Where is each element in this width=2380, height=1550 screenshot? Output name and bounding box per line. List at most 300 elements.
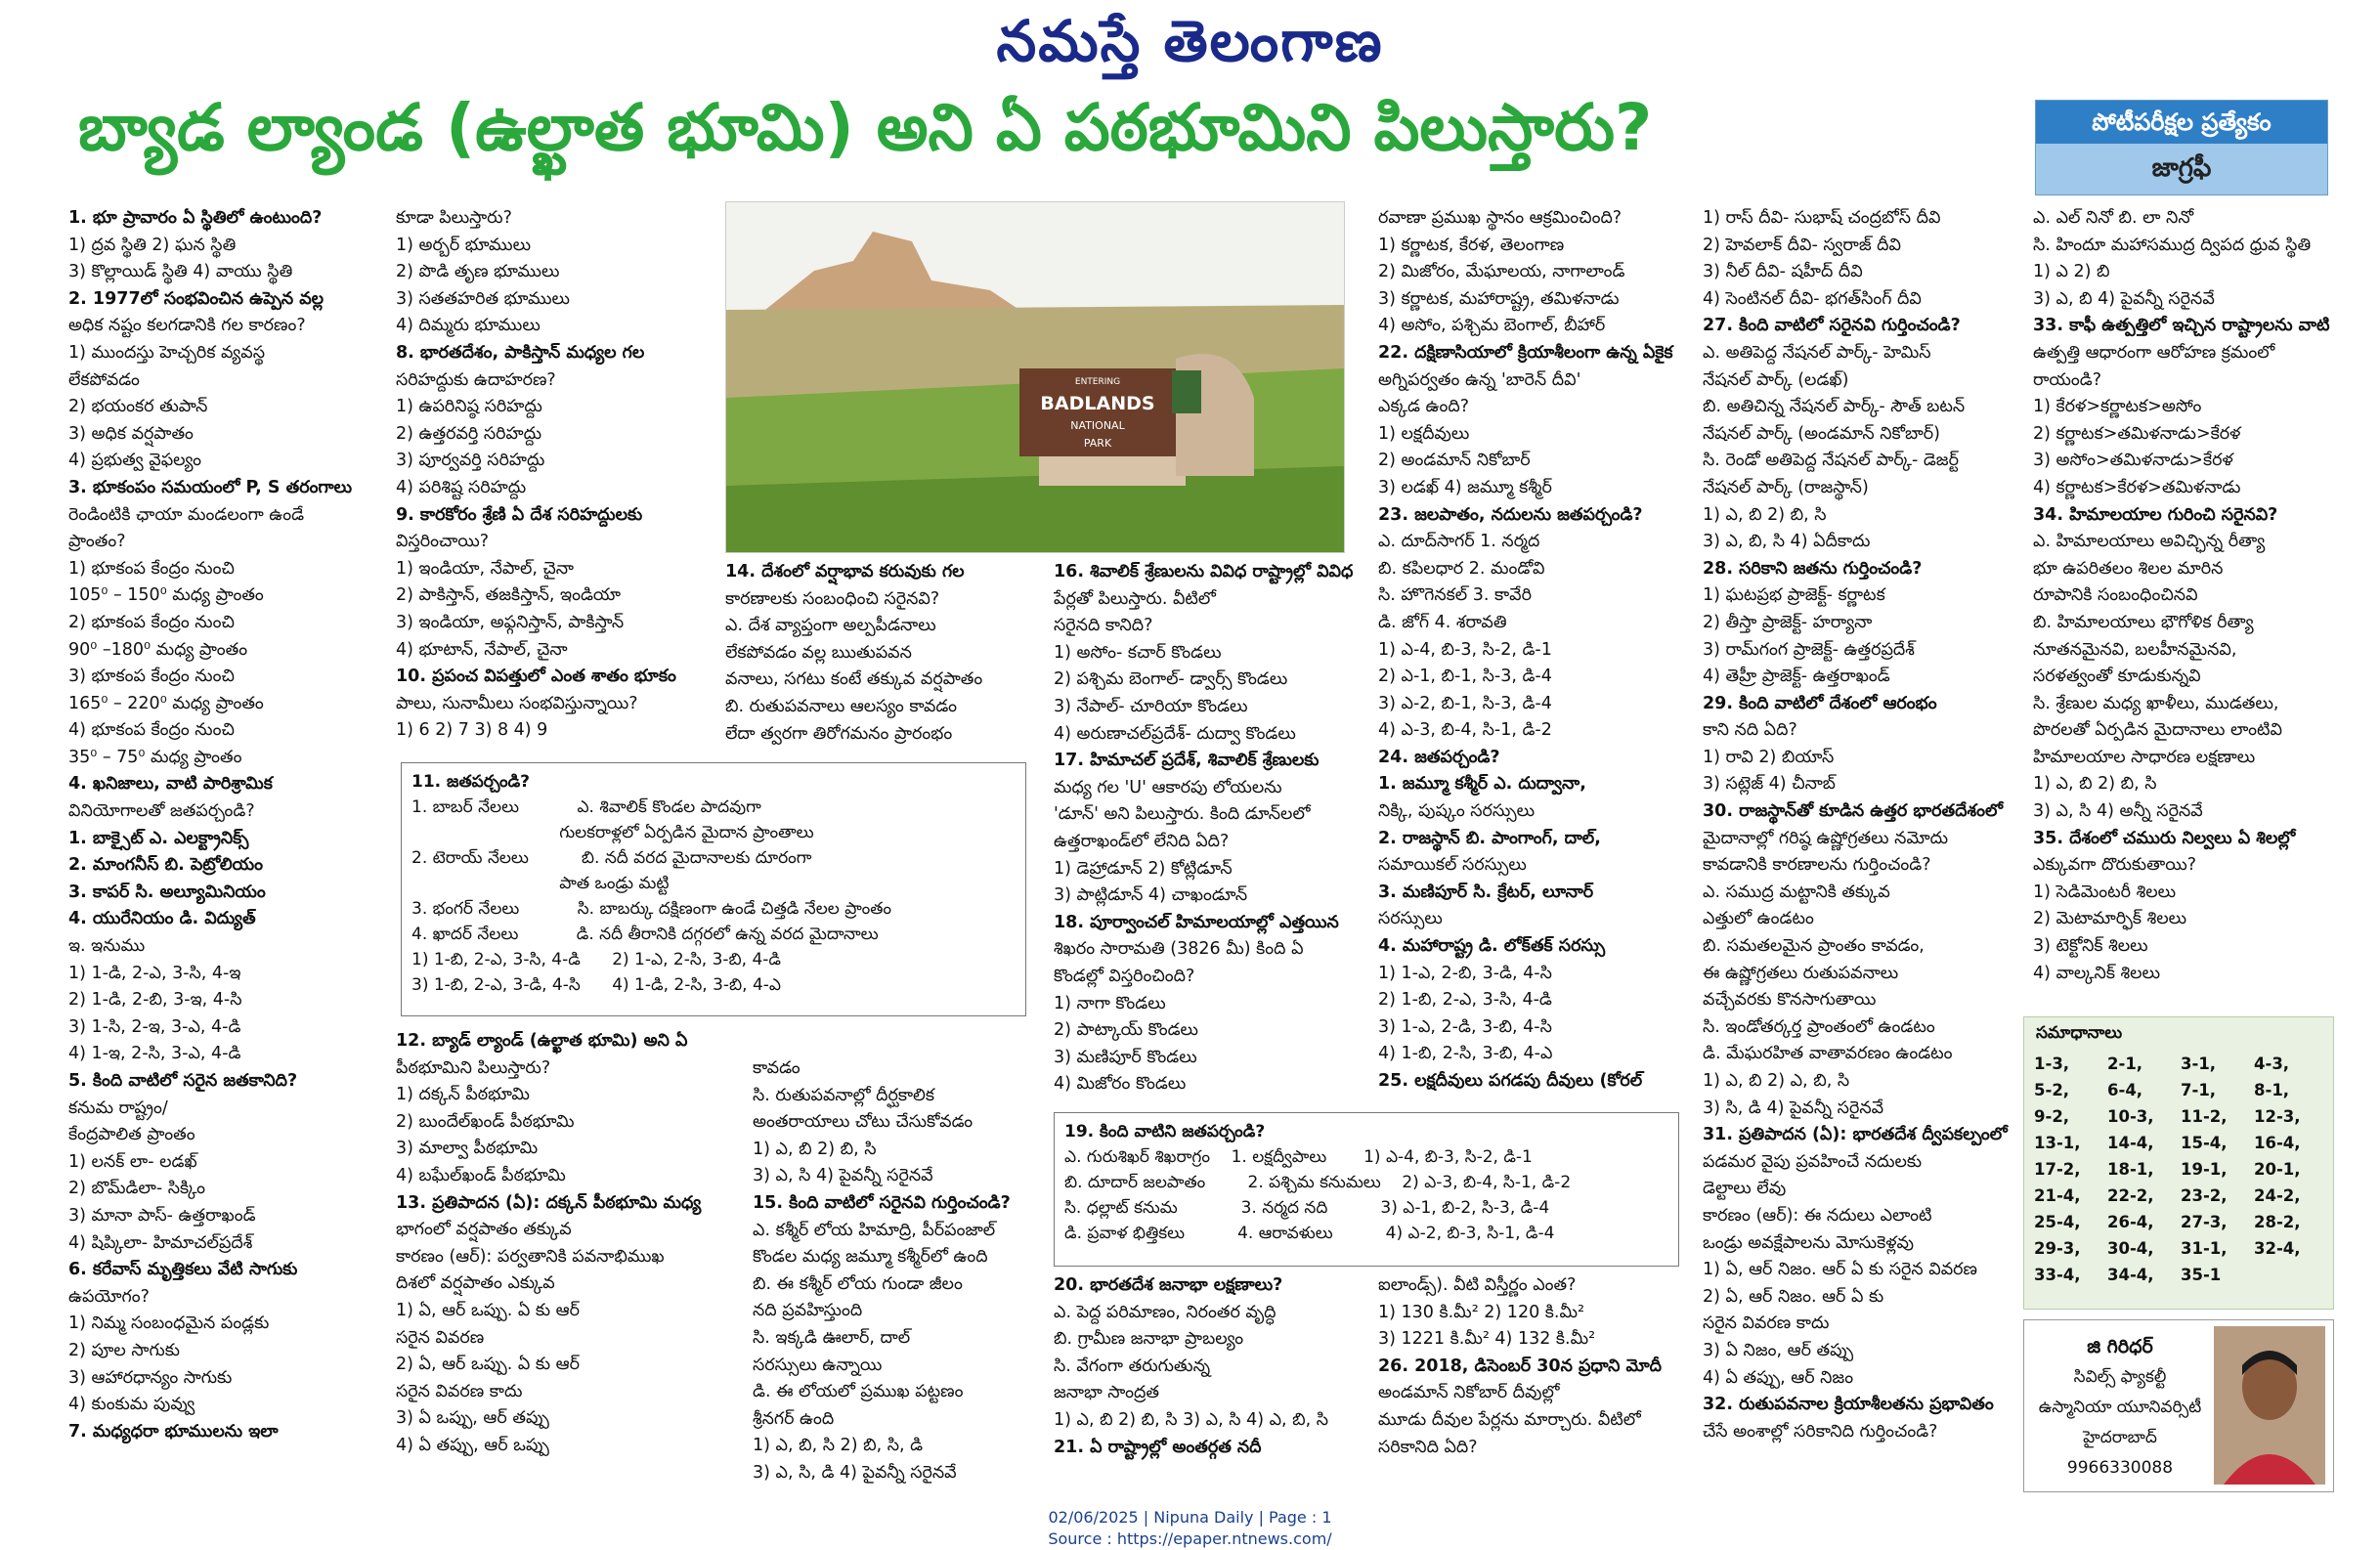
col6-line: బి. సమతలమైన ప్రాంతం కావడం,	[1703, 936, 1925, 957]
col1-line: 90⁰ –180⁰ మధ్య ప్రాంతం	[68, 639, 248, 660]
col2b-line: 2) ఏ, ఆర్ ఒప్పు. ఏ కు ఆర్	[396, 1355, 580, 1375]
column-7	[2033, 205, 2336, 987]
answer-item: 19-1,	[2181, 1160, 2228, 1179]
col2-line: 9. కారకోరం శ్రేణి ఏ దేశ సరిహద్దులకు	[396, 504, 643, 525]
col2-line: 4) పరిశిష్ట సరిహద్దు	[396, 477, 527, 497]
answer-item: 31-1,	[2181, 1239, 2228, 1258]
col1-line: 1) భూకంప కేంద్రం నుంచి	[68, 558, 235, 579]
col4-line: 4) మిజోరం కొండలు	[1054, 1074, 1187, 1095]
col7-line: 3) అసోం>తమిళనాడు>కేరళ	[2033, 451, 2233, 471]
col6-line: నేషనల్ పార్క్ (రాజస్థాన్)	[1703, 477, 1869, 497]
col1-line: 4) ప్రభుత్వ వైఫల్యం	[68, 451, 202, 471]
col1-line: 2. మాంగనీస్ బి. పెట్రోలియం	[68, 855, 264, 876]
col5-line: 4) 1-బి, 2-సి, 3-బి, 4-ఎ	[1378, 1044, 1553, 1064]
col5b-line: 26. 2018, డిసెంబర్ 30న ప్రధాని మోదీ	[1378, 1356, 1662, 1376]
col1-line: 2. 1977లో సంభవించిన ఉప్పెన వల్ల	[68, 288, 325, 309]
col4-line: 1) అసోం- కచార్ కొండలు	[1054, 642, 1222, 663]
column-1	[68, 205, 381, 1500]
col5-line: బి. కపిలధార 2. మండోవి	[1378, 558, 1545, 579]
col6-line: డెల్టాలు లేవు	[1703, 1179, 1787, 1199]
col6-line: 4) తెహ్రీ ప్రాజెక్ట్- ఉత్తరాఖండ్	[1703, 667, 1890, 687]
col5-line: 1) లక్షదీవులు	[1378, 423, 1470, 444]
col6-line: 2) హెవలాక్ దీవి- స్వరాజ్ దీవి	[1703, 235, 1901, 255]
col1-line: 1. భూ ప్రావారం ఏ స్థితిలో ఉంటుంది?	[68, 208, 323, 228]
badlands-photo	[725, 201, 1345, 553]
box19-row: ఎ. గురుశిఖర్ శిఖరాగ్రం 1. లక్షద్వీపాలు 1) ఎ-4, బి-3, సి-2, డి-1	[1064, 1147, 1533, 1167]
col1-line: 7. మధ్యధరా భూములను ఇలా	[68, 1421, 279, 1442]
col1-line: 3. కాపర్ సి. అల్యూమినియం	[68, 882, 266, 902]
col1-line: 3) అధిక వర్షపాతం	[68, 423, 194, 444]
box11-row: 4. ఖాదర్ నేలలు డి. నదీ తీరానికి దగ్గరలో ఉన్న వరద మైదానాలు	[411, 925, 879, 944]
col6-line: వచ్చేవరకు కొనసాగుతాయి	[1703, 990, 1877, 1011]
col5-line: 4) అసోం, పశ్చిమ బెంగాల్, బీహార్	[1378, 316, 1606, 336]
col1-line: ప్రాంతం?	[68, 532, 126, 552]
col6-line: 2) తీస్తా ప్రాజెక్ట్- హర్యానా	[1703, 612, 1873, 632]
author-name: జి గిరిధర్	[2087, 1336, 2153, 1357]
box19-title: 19. కింది వాటిని జతపర్చండి?	[1064, 1122, 1266, 1141]
col4-line: సరైనది కానిది?	[1054, 616, 1153, 636]
col5-line: అగ్నిపర్వతం ఉన్న 'బారెన్ దీవి'	[1378, 369, 1581, 390]
col7-line: 1) సెడిమెంటరీ శిలలు	[2033, 882, 2177, 902]
author-box	[2023, 1319, 2334, 1492]
col4-line: 2) పశ్చిమ బెంగాల్- డ్వార్స్ కొండలు	[1054, 669, 1288, 690]
answer-item: 25-4,	[2034, 1213, 2081, 1231]
col3-line: ఎ. దేశ వ్యాప్తంగా అల్పపీడనాలు	[725, 616, 936, 636]
answer-item: 16-4,	[2254, 1134, 2301, 1152]
col1-line: 1) ద్రవ స్థితి 2) ఘన స్థితి	[68, 235, 237, 255]
col2b-line: సరైన వివరణ కాదు	[396, 1381, 523, 1401]
col7-line: 2) కర్ణాటక>తమిళనాడు>కేరళ	[2033, 423, 2241, 444]
box11-row: పాత ఒండ్రు మట్టి	[411, 874, 670, 893]
answer-item: 34-4,	[2107, 1266, 2154, 1284]
col6-line: 31. ప్రతిపాదన (ఏ): భారతదేశ ద్వీపకల్పంలో	[1703, 1125, 2008, 1145]
col5-line: ఎక్కడ ఉంది?	[1378, 397, 1470, 417]
answer-item: 6-4,	[2107, 1081, 2143, 1099]
col2b-line: 3) మాల్వా పీఠభూమి	[396, 1139, 539, 1159]
col1-line: 3) 1-సి, 2-ఇ, 3-ఎ, 4-డి	[68, 1016, 241, 1037]
col3b-line: ఎ. కశ్మీర్ లోయ హిమాద్రి, పీర్‌పంజాల్	[753, 1220, 996, 1240]
column-6	[1703, 205, 2020, 1500]
author-photo-svg	[2214, 1326, 2325, 1485]
col4-line: 3) నేపాల్- చూరియా కొండలు	[1054, 696, 1248, 716]
col1-line: 2) భూకంప కేంద్రం నుంచి	[68, 612, 235, 632]
col6-line: 30. రాజస్థాన్‌తో కూడిన ఉత్తర భారతదేశంలో	[1703, 801, 2003, 822]
col1-line: 4. ఖనిజాలు, వాటి పారిశ్రామిక	[68, 774, 273, 795]
col7-line: హిమాలయాల సాధారణ లక్షణాలు	[2033, 747, 2256, 767]
answer-item: 32-4,	[2254, 1239, 2301, 1258]
col6-line: 1) ఘటప్రభ ప్రాజెక్ట్- కర్ణాటక	[1703, 585, 1885, 606]
col6-line: ఈ ఉష్ణోగ్రతలు రుతుపవనాలు	[1703, 963, 1899, 983]
col2-line: 1) ఉపరినిష్ఠ సరిహద్దు	[396, 397, 542, 417]
col4-line: 4) అరుణాచల్‌ప్రదేశ్- దుద్వా కొండలు	[1054, 723, 1296, 744]
col7-line: 3) ఎ, బి 4) పైవన్నీ సరైనవే	[2033, 288, 2215, 309]
col4b-line: 20. భారతదేశ జనాభా లక్షణాలు?	[1054, 1275, 1283, 1295]
col7-line: సరళత్వంతో కూడుకున్నవి	[2033, 667, 2201, 687]
answer-item: 21-4,	[2034, 1186, 2081, 1205]
col3b-line: కావడం	[753, 1058, 801, 1078]
section-tag-subtitle: జాగ్రఫీ	[2151, 153, 2212, 183]
col5-line: సరస్సులు	[1378, 909, 1443, 929]
col6-line: ఎత్తులో ఉండటం	[1703, 909, 1814, 929]
col7-line: 1) కేరళ>కర్ణాటక>అసోం	[2033, 397, 2202, 417]
col4-line: 18. పూర్వాంచల్ హిమాలయాల్లో ఎత్తయిన	[1054, 912, 1339, 932]
col2b-line: భాగంలో వర్షపాతం తక్కువ	[396, 1220, 572, 1240]
col7-line: పొరలతో ఏర్పడిన మైదానాలు లాంటివి	[2033, 720, 2282, 741]
col1-line: 4) షిప్కిలా- హిమాచల్‌ప్రదేశ్	[68, 1232, 253, 1253]
col5b-line: ఐలాండ్స్). వీటి విస్తీర్ణం ఎంత?	[1378, 1275, 1577, 1295]
answer-item: 10-3,	[2107, 1107, 2154, 1126]
box11-row: 3. భంగర్ నేలలు సి. బాబర్కు దక్షిణంగా ఉండే చిత్తడి నేలల ప్రాంతం	[411, 899, 892, 919]
col1-line: 1) లనక్ లా- లడఖ్	[68, 1151, 197, 1172]
col4-line: 2) పాట్కాయ్ కొండలు	[1054, 1020, 1198, 1041]
box11-title: 11. జతపర్చండి?	[411, 772, 531, 792]
col4-line: 17. హిమాచల్ ప్రదేశ్, శివాలిక్ శ్రేణులకు	[1054, 751, 1320, 771]
col5-line: 4) ఎ-3, బి-4, సి-1, డి-2	[1378, 720, 1552, 741]
col2-line: 4) దిమ్మరు భూములు	[396, 316, 541, 336]
col4b-line: ఎ. పెద్ద పరిమాణం, నిరంతర వృద్ధి	[1054, 1302, 1277, 1322]
answer-item: 12-3,	[2254, 1107, 2301, 1126]
col2-line: 1) 6 2) 7 3) 8 4) 9	[396, 720, 548, 741]
col7-line: ఉత్పత్తి ఆధారంగా ఆరోహణ క్రమంలో	[2033, 342, 2275, 363]
col3-line: లేకపోవడం వల్ల ఋతుపవన	[725, 642, 912, 663]
col6-line: ఎ. అతిపెద్ద నేషనల్ పార్క్- హెమిస్	[1703, 342, 1931, 363]
col6-line: 3) ఏ నిజం, ఆర్ తప్పు	[1703, 1340, 1854, 1360]
col6-line: కాని నది ఏది?	[1703, 720, 1797, 741]
col6-line: మైదానాల్లో గరిష్ఠ ఉష్ణోగ్రతలు నమోదు	[1703, 828, 1948, 848]
column-5-lower	[1378, 1272, 1691, 1492]
col5-line: డి. జోగ్ 4. శరావతి	[1378, 612, 1507, 632]
column-5	[1378, 205, 1701, 1104]
footer-source-line: Source : https://epaper.ntnews.com/	[1048, 1529, 1332, 1548]
col7-line: 3) టెక్టోనిక్ శిలలు	[2033, 936, 2148, 957]
author-designation: సివిల్స్ ఫ్యాకల్టీ	[2073, 1367, 2167, 1387]
box11-row: 1) 1-బి, 2-ఎ, 3-సి, 4-డి 2) 1-ఎ, 2-సి, 3-బి, 4-డి	[411, 950, 781, 969]
col5-line: 25. లక్షదీవులు పగడపు దీవులు (కోరల్	[1378, 1071, 1643, 1091]
answer-item: 29-3,	[2034, 1239, 2081, 1258]
column-2-lower	[396, 1028, 728, 1502]
col7-line: ఎక్కువగా దొరుకుతాయి?	[2033, 855, 2197, 876]
footer	[0, 1507, 2380, 1550]
col2-line: పాలు, సునామీలు సంభవిస్తున్నాయి?	[396, 693, 638, 713]
col2-line: 3) పూర్వవర్తి సరిహద్దు	[396, 451, 545, 471]
col4-line: 3) పాట్లిడూన్ 4) చాఖండూన్	[1054, 885, 1248, 906]
footer-date-line: 02/06/2025 | Nipuna Daily | Page : 1	[1048, 1508, 1332, 1527]
col7-line: 1) ఎ 2) బి	[2033, 262, 2110, 282]
col5-line: 1) ఎ-4, బి-3, సి-2, డి-1	[1378, 639, 1552, 660]
col3-line: కారణాలకు సంబంధించి సరైనవి?	[725, 588, 940, 609]
section-tag-title: పోటీపరీక్షల ప్రత్యేకం	[2036, 101, 2327, 144]
col6-line: 4) సెంటినల్ దీవి- భగత్‌సింగ్ దీవి	[1703, 288, 1922, 309]
col5-line: 2. రాజస్థాన్ బి. పాంగాంగ్, దాల్,	[1378, 828, 1601, 848]
col4-line: 3) మణిపూర్ కొండలు	[1054, 1047, 1197, 1067]
col3b-line: బి. ఈ కశ్మీర్ లోయ గుండా జీలం	[753, 1273, 963, 1294]
col1-line: కనుమ రాష్ట్రం/	[68, 1098, 168, 1118]
col5-line: 3. మణిపూర్ సి. క్రేటర్, లూనార్	[1378, 882, 1594, 902]
col1-line: 3) భూకంప కేంద్రం నుంచి	[68, 667, 235, 687]
col6-line: 3) సట్లెజ్ 4) చీనాబ్	[1703, 774, 1836, 795]
col5-line: సి. హొగెనకల్ 3. కావేరి	[1378, 585, 1532, 606]
col6-line: 1) ఏ, ఆర్ నిజం. ఆర్ ఏ కు సరైన వివరణ	[1703, 1260, 1977, 1280]
answer-item: 14-4,	[2107, 1134, 2154, 1152]
col6-line: 1) ఎ, బి 2) బి, సి	[1703, 504, 1827, 525]
col7-line: ఎ. ఎల్ నినో బి. లా నినో	[2033, 208, 2194, 228]
answer-item: 3-1,	[2181, 1055, 2217, 1073]
col5-line: 3) 1-ఎ, 2-డి, 3-బి, 4-సి	[1378, 1016, 1552, 1037]
col1-line: 3) కొల్లాయిడ్ స్థితి 4) వాయు స్థితి	[68, 262, 293, 282]
col2-line: 3) ఇండియా, అఫ్గనిస్తాన్, పాకిస్తాన్	[396, 612, 625, 632]
col2-line: 4) భూటాన్, నేపాల్, చైనా	[396, 639, 568, 660]
sign-line-3: NATIONAL	[1070, 419, 1125, 432]
col2-line: 2) పొడి తృణ భూములు	[396, 262, 560, 282]
answer-item: 22-2,	[2107, 1186, 2154, 1205]
col1-line: కేంద్రపాలిత ప్రాంతం	[68, 1125, 195, 1145]
col7-line: బి. హిమాలయాలు భౌగోళిక రీత్యా	[2033, 612, 2254, 632]
answers-grid	[2024, 1053, 2333, 1286]
box11-row: గులకరాళ్లలో ఏర్పడిన మైదాన ప్రాంతాలు	[411, 823, 814, 842]
col7-line: 33. కాఫీ ఉత్పత్తిలో ఇచ్చిన రాష్ట్రాలను వాటి	[2033, 316, 2330, 336]
col7-line: 35. దేశంలో చమురు నిల్వలు ఏ శిలల్లో	[2033, 828, 2296, 848]
col1-line: ఉపయోగం?	[68, 1286, 150, 1307]
col1-line: 1) ముందస్తు హెచ్చరిక వ్యవస్థ	[68, 342, 266, 363]
col2-line: విస్తరించాయి?	[396, 532, 490, 552]
answer-item: 20-1,	[2254, 1160, 2301, 1179]
col6-line: సి. ఇండోతర్కర్త ప్రాంతంలో ఉండటం	[1703, 1016, 1935, 1037]
answer-item: 33-4,	[2034, 1266, 2081, 1284]
col5b-line: అండమాన్ నికోబార్ దీవుల్లో	[1378, 1383, 1560, 1403]
col2b-line: 3) ఏ ఒప్పు, ఆర్ తప్పు	[396, 1408, 549, 1429]
col7-line: 1) ఎ, బి 2) బి, సి	[2033, 774, 2157, 795]
col5-line: సమాయికల్ సరస్సులు	[1378, 855, 1527, 876]
col5b-line: 1) 130 కి.మీ² 2) 120 కి.మీ²	[1378, 1302, 1584, 1322]
col2-line: 2) ఉత్తరవర్తి సరిహద్దు	[396, 423, 542, 444]
col4b-line: సి. వేగంగా తరుగుతున్న	[1054, 1356, 1211, 1376]
box19-row: సి. ధల్లాట్ కనుమ 3. నర్మద నది 3) ఎ-1, బి-2, సి-3, డి-4	[1064, 1198, 1550, 1218]
col6-line: 28. సరికాని జతను గుర్తించండి?	[1703, 558, 1923, 579]
answer-item: 35-1	[2181, 1266, 2222, 1284]
column-3-lower	[753, 1055, 1065, 1490]
col3b-line: 15. కింది వాటిలో సరైనవి గుర్తించండి?	[753, 1192, 1011, 1213]
col3b-line: 1) ఎ, బి, సి 2) బి, సి, డి	[753, 1436, 924, 1456]
column-3	[725, 559, 1038, 754]
col6-line: 3) సి, డి 4) పైవన్నీ సరైనవే	[1703, 1098, 1884, 1118]
col1-line: రెండింటికి ఛాయా మండలంగా ఉండే	[68, 504, 305, 525]
col1-line: 4. యురేనియం డి. విద్యుత్	[68, 909, 256, 929]
col2b-line: సరైన వివరణ	[396, 1327, 485, 1348]
col1-line: 2) 1-డి, 2-బి, 3-ఇ, 4-సి	[68, 990, 242, 1011]
col1-line: 4) భూకంప కేంద్రం నుంచి	[68, 720, 235, 741]
col2b-line: 1) దక్కన్ పీఠభూమి	[396, 1085, 530, 1105]
col1-line: అధిక నష్టం కలగడానికి గల కారణం?	[68, 316, 306, 336]
col4-line: 'డూన్' అని పిలుస్తారు. కింది డూన్‌లలో	[1054, 804, 1311, 825]
col6-line: సి. రెండో అతిపెద్ద నేషనల్ పార్క్- డెజర్ట్	[1703, 451, 1959, 471]
col1-line: 165⁰ – 220⁰ మధ్య ప్రాంతం	[68, 693, 264, 713]
col5-line: 2) అండమాన్ నికోబార్	[1378, 451, 1531, 471]
col2b-line: 4) ఏ తప్పు, ఆర్ ఒప్పు	[396, 1435, 549, 1455]
col2b-line: 2) బుందేల్‌ఖండ్ పీఠభూమి	[396, 1111, 575, 1132]
col3b-line: కొండల మధ్య జమ్మూ కశ్మీర్‌లో ఉంది	[753, 1247, 988, 1268]
col1-line: 3. భూకంపం సమయంలో P, S తరంగాలు	[68, 477, 353, 497]
col3b-line: శ్రీనగర్ ఉంది	[753, 1408, 835, 1429]
col4-line: కొండల్లో విస్తరించింది?	[1054, 966, 1195, 986]
col3b-line: నది ప్రవహిస్తుంది	[753, 1301, 863, 1321]
col6-line: నేషనల్ పార్క్ (లడఖ్)	[1703, 369, 1849, 390]
col5b-line: మూడు దీవుల పేర్లను మార్చారు. వీటిలో	[1378, 1409, 1641, 1430]
col2-line: కూడా పిలుస్తారు?	[396, 208, 512, 228]
author-university: ఉస్మానియా యూనివర్సిటీ	[2038, 1398, 2202, 1417]
col6-line: 3) ఎ, బి, సి 4) ఏదీకాదు	[1703, 532, 1871, 552]
answer-item: 11-2,	[2181, 1107, 2228, 1126]
question-11-box	[401, 762, 1026, 1016]
col2b-line: కారణం (ఆర్): పర్వతానికి పవనాభిముఖ	[396, 1246, 665, 1267]
col5-line: 24. జతపర్చండి?	[1378, 747, 1500, 767]
col2b-line: 12. బ్యాడ్ ల్యాండ్ (ఉల్ఖాత భూమి) అని ఏ	[396, 1031, 688, 1051]
col2-line: 2) పాకిస్తాన్, తజకిస్తాన్, ఇండియా	[396, 585, 622, 606]
answer-item: 13-1,	[2034, 1134, 2081, 1152]
col5b-line: 3) 1221 కి.మీ² 4) 132 కి.మీ²	[1378, 1329, 1596, 1350]
answers-title: సమాధానాలు	[2036, 1023, 2123, 1043]
col6-line: డి. మేఘరహిత వాతావరణం ఉండటం	[1703, 1044, 1953, 1064]
answer-item: 2-1,	[2107, 1055, 2143, 1073]
col3b-line: 1) ఎ, బి 2) బి, సి	[753, 1139, 877, 1159]
col1-line: 1) నిమ్మ సంబంధమైన పండ్లకు	[68, 1313, 270, 1334]
col1-line: 2) భయంకర తుపాన్	[68, 397, 208, 417]
badlands-photo-svg	[726, 202, 1344, 552]
col6-line: 4) ఏ తప్పు, ఆర్ నిజం	[1703, 1367, 1854, 1388]
col2b-line: 1) ఏ, ఆర్ ఒప్పు. ఏ కు ఆర్	[396, 1300, 580, 1320]
col4b-line: 21. ఏ రాష్ట్రాల్లో అంతర్గత నదీ	[1054, 1437, 1262, 1457]
col7-line: నూతనమైనవి, బలహీనమైనవి,	[2033, 639, 2237, 660]
col2b-line: 4) బఘేల్‌ఖండ్ పీఠభూమి	[396, 1165, 566, 1185]
col6-line: ఎ. సముద్ర మట్టానికి తక్కువ	[1703, 882, 1890, 902]
answer-item: 17-2,	[2034, 1160, 2081, 1179]
col7-line: 2) మెటామార్ఫిక్ శిలలు	[2033, 909, 2187, 929]
col7-line: రూపానికి సంబంధించినవి	[2033, 585, 2198, 606]
col4-line: మధ్య గల 'U' ఆకారపు లోయలను	[1054, 777, 1282, 797]
headline: బ్యాడ ల్యాండ (ఉల్ఖాత భూమి) అని ఏ పఠభూమిని పిలుస్తారు?	[78, 90, 1653, 165]
col3-line: లేదా త్వరగా తిరోగమనం ప్రారంభం	[725, 723, 953, 744]
col6-line: బి. అతిచిన్న నేషనల్ పార్క్- సౌత్ బటన్	[1703, 397, 1966, 417]
col1-line: 3) మానా పాస్- ఉత్తరాఖండ్	[68, 1205, 256, 1226]
col6-line: కారణం (ఆర్): ఈ నదులు ఎలాంటి	[1703, 1205, 1932, 1226]
col3b-line: సి. రుతుపవనాల్లో దీర్ఘకాలిక	[753, 1085, 935, 1105]
question-19-box	[1054, 1112, 1679, 1267]
col6-line: 2) ఏ, ఆర్ నిజం. ఆర్ ఏ కు	[1703, 1286, 1884, 1307]
col6-line: కావడానికి కారణాలను గుర్తించండి?	[1703, 855, 1931, 876]
col3-line: బి. రుతుపవనాలు ఆలస్యం కావడం	[725, 696, 957, 716]
answer-item: 26-4,	[2107, 1213, 2154, 1231]
section-tag	[2035, 100, 2328, 195]
col1-line: వినియోగాలతో జతపర్చండి?	[68, 801, 255, 822]
col1-line: 3) ఆహారధాన్యం సాగుకు	[68, 1367, 233, 1388]
col6-line: సరైన వివరణ కాదు	[1703, 1313, 1830, 1334]
masthead: నమస్తే తెలంగాణ	[996, 8, 1384, 74]
col1-line: 2) బొమ్‌డిలా- సిక్కిం	[68, 1179, 206, 1199]
col6-line: 32. రుతుపవనాల క్రియాశీలతను ప్రభావితం	[1703, 1395, 1994, 1415]
box11-row: 2. టెరాయ్ నేలలు బి. నదీ వరద మైదానాలకు దూరంగా	[411, 848, 812, 868]
col1-line: 5. కింది వాటిలో సరైన జతకానిది?	[68, 1071, 298, 1091]
col5-line: 1) 1-ఎ, 2-బి, 3-డి, 4-సి	[1378, 963, 1552, 983]
col2-line: 1) ఇండియా, నేపాల్, చైనా	[396, 558, 574, 579]
col2b-line: 13. ప్రతిపాదన (ఏ): దక్కన్ పీఠభూమి మధ్య	[396, 1192, 702, 1213]
col1-line: 6. కరేవాస్ మృత్తికలు వేటి సాగుకు	[68, 1260, 298, 1280]
col2-line: 10. ప్రపంచ విపత్తులో ఎంత శాతం భూకం	[396, 667, 676, 687]
answer-item: 5-2,	[2034, 1081, 2070, 1099]
col6-line: పడమర వైపు ప్రవహించే నదులకు	[1703, 1151, 1923, 1172]
col5-line: 1) కర్ణాటక, కేరళ, తెలంగాణ	[1378, 235, 1565, 255]
col1-line: 105⁰ – 150⁰ మధ్య ప్రాంతం	[68, 585, 264, 606]
col3-line: 14. దేశంలో వర్షాభావ కరువుకు గల	[725, 562, 965, 581]
col3b-line: సి. ఇక్కడి ఊలార్, దాల్	[753, 1327, 911, 1348]
col5-line: రవాణా ప్రముఖ స్థానం ఆక్రమించింది?	[1378, 208, 1623, 228]
col2-line: 1) అర్బర్ భూములు	[396, 235, 532, 255]
col4b-line: బి. గ్రామీణ జనాభా ప్రాబల్యం	[1054, 1329, 1244, 1350]
col7-line: 3) ఎ, సి 4) అన్నీ సరైనవే	[2033, 801, 2203, 822]
col5-line: ఎ. దూద్‌సాగర్ 1. నర్మద	[1378, 532, 1540, 552]
col7-line: 4) కర్ణాటక>కేరళ>తమిళనాడు	[2033, 477, 2241, 497]
col6-line: చేసే అంశాల్లో సరికానిది గుర్తించండి?	[1703, 1421, 1938, 1442]
col3b-line: 3) ఎ, సి 4) పైవన్నీ సరైనవే	[753, 1166, 933, 1186]
answer-item: 4-3,	[2254, 1055, 2290, 1073]
col5-line: 3) కర్ణాటక, మహారాష్ట్ర, తమిళనాడు	[1378, 288, 1620, 309]
author-text	[2030, 1332, 2210, 1484]
col5-line: 4. మహారాష్ట్ర డి. లోక్‌తక్ సరస్సు	[1378, 936, 1606, 957]
col6-line: 3) నీల్ దీవి- షహీద్ దీవి	[1703, 262, 1863, 282]
col6-line: నేషనల్ పార్క్ (అండమాన్ నికోబార్)	[1703, 423, 1940, 444]
col7-line: రాయండి?	[2033, 369, 2102, 390]
col2-line: సరిహద్దుకు ఉదాహరణ?	[396, 369, 556, 390]
col7-line: 4) వాల్కనిక్ శిలలు	[2033, 963, 2161, 983]
answer-item: 24-2,	[2254, 1186, 2301, 1205]
col7-line: భూ ఉపరితలం శిలల మారిన	[2033, 558, 2224, 579]
col6-line: 1) రావి 2) బియాస్	[1703, 747, 1835, 767]
answers-box	[2023, 1016, 2334, 1310]
box19-row: బి. దూదార్ జలపాతం 2. పశ్చిమ కనుమలు 2) ఎ-3, బి-4, సి-1, డి-2	[1064, 1173, 1572, 1192]
col5-line: 1. జమ్మూ కశ్మీర్ ఎ. దుద్వానా,	[1378, 774, 1586, 795]
answer-item: 27-3,	[2181, 1213, 2228, 1231]
col5-line: 3) ఎ-2, బి-1, సి-3, డి-4	[1378, 693, 1552, 713]
col5-line: 2) 1-బి, 2-ఎ, 3-సి, 4-డి	[1378, 990, 1552, 1011]
box11-row: 1. బాబర్ నేలలు ఎ. శివాలిక్ కొండల పాదవుగా	[411, 797, 761, 817]
sign-line-4: PARK	[1083, 437, 1112, 450]
answer-item: 28-2,	[2254, 1213, 2301, 1231]
col1-line: 4) 1-ఇ, 2-సి, 3-ఎ, 4-డి	[68, 1044, 241, 1064]
sign-line-2: BADLANDS	[1040, 393, 1155, 414]
col5-line: 2) మిజోరం, మేఘాలయ, నాగాలాండ్	[1378, 262, 1625, 282]
col4-line: పేర్లతో పిలుస్తారు. వీటిలో	[1054, 588, 1216, 609]
col5-line: 3) లడఖ్ 4) జమ్మూ కశ్మీర్	[1378, 477, 1552, 497]
col4-line: ఉత్తరాఖండ్‌లో లేనిది ఏది?	[1054, 831, 1230, 851]
col4b-line: 1) ఎ, బి 2) బి, సి 3) ఎ, సి 4) ఎ, బి, సి	[1054, 1409, 1329, 1430]
answer-item: 15-4,	[2181, 1134, 2228, 1152]
col6-line: 1) ఎ, బి 2) ఎ, బి, సి	[1703, 1071, 1850, 1091]
col1-line: 2) పూల సాగుకు	[68, 1340, 180, 1360]
col7-line: సి. హిందూ మహాసముద్ర ద్విపద ధ్రువ స్థితి	[2033, 235, 2312, 255]
answer-item: 1-3,	[2034, 1055, 2070, 1073]
col5-line: 22. దక్షిణాసియాలో క్రియాశీలంగా ఉన్న ఏకైక	[1378, 342, 1673, 363]
col1-line: 35⁰ – 75⁰ మధ్య ప్రాంతం	[68, 747, 242, 767]
col5-line: నిక్కి, పుష్కం సరస్సులు	[1378, 801, 1536, 822]
col1-line: 1) 1-డి, 2-ఎ, 3-సి, 4-ఇ	[68, 963, 241, 983]
answer-item: 8-1,	[2254, 1081, 2290, 1099]
col3b-line: సరస్సులు ఉన్నాయి	[753, 1355, 883, 1375]
box11-row: 3) 1-బి, 2-ఎ, 3-డి, 4-సి 4) 1-డి, 2-సి, 3-బి, 4-ఎ	[411, 975, 781, 995]
col2b-line: పీఠభూమిని పిలుస్తారు?	[396, 1057, 551, 1078]
col1-line: 1. బాక్సైట్ ఎ. ఎలక్ట్రానిక్స్	[68, 828, 249, 848]
col1-line: లేకపోవడం	[68, 369, 140, 390]
column-4	[1054, 559, 1376, 1106]
col7-line: సి. శ్రేణుల మధ్య ఖాళీలు, ముడతలు,	[2033, 693, 2279, 713]
sign-line-1: ENTERING	[1074, 377, 1121, 387]
